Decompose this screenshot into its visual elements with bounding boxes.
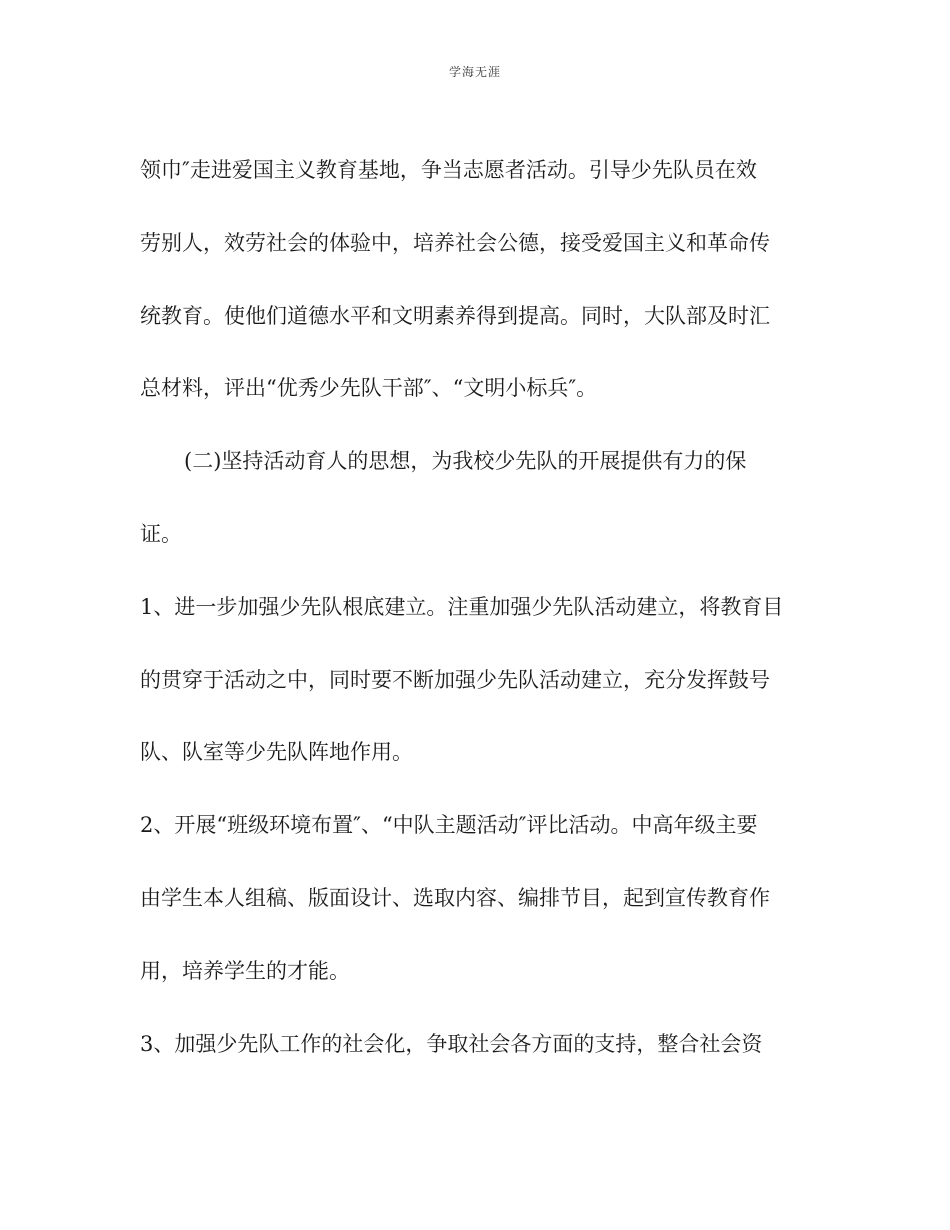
list-item-line: 3、加强少先队工作的社会化，争取社会各方面的支持，整合社会资 xyxy=(140,1031,763,1056)
paragraph-line: 的贯穿于活动之中，同时要不断加强少先队活动建立，充分发挥鼓号 xyxy=(140,667,770,692)
section-heading-line: (二)坚持活动育人的思想，为我校少先队的开展提供有力的保 xyxy=(184,449,747,474)
paragraph-line: 劳别人，效劳社会的体验中，培养社会公德，接受爱国主义和革命传 xyxy=(140,230,770,255)
page-header: 学海无涯 xyxy=(448,65,501,79)
list-item-line: 1、进一步加强少先队根底建立。注重加强少先队活动建立，将教育目 xyxy=(140,594,784,619)
paragraph-line: 统教育。使他们道德水平和文明素养得到提高。同时，大队部及时汇 xyxy=(140,303,770,328)
list-item-line: 2、开展“班级环境布置″、“中队主题活动″评比活动。中高年级主要 xyxy=(140,813,758,838)
document-body xyxy=(140,134,810,1080)
paragraph-line: 领巾″走进爱国主义教育基地，争当志愿者活动。引导少先队员在效 xyxy=(140,158,757,182)
paragraph-line: 总材料，评出“优秀少先队干部″、“文明小标兵″。 xyxy=(140,376,598,401)
paragraph-line: 队、队室等少先队阵地作用。 xyxy=(140,740,413,765)
paragraph-line: 证。 xyxy=(140,521,182,546)
paragraph-line: 由学生本人组稿、版面设计、选取内容、编排节目，起到宣传教育作 xyxy=(140,885,770,910)
paragraph-line: 用，培养学生的才能。 xyxy=(140,958,350,983)
